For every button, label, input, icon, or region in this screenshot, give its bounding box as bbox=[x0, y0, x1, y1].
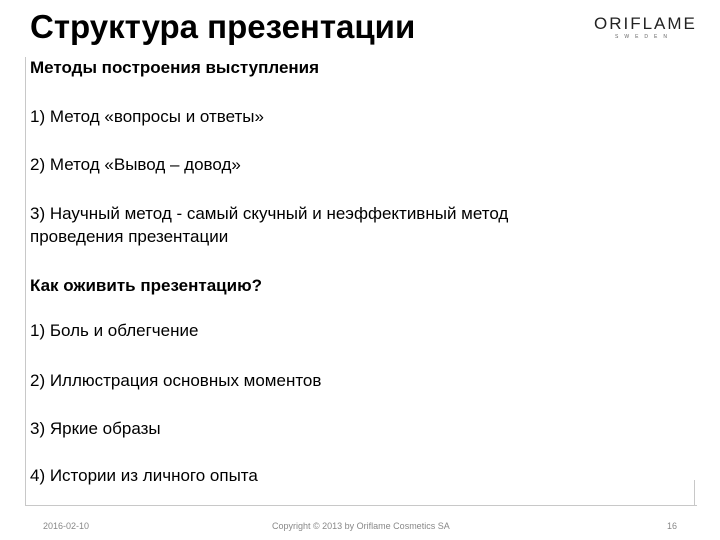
section-heading-methods: Методы построения выступления bbox=[30, 58, 320, 77]
method-item-1: 1) Метод «вопросы и ответы» bbox=[30, 107, 264, 126]
method-item-2: 2) Метод «Вывод – довод» bbox=[30, 155, 241, 174]
logo-subtitle: SWEDEN bbox=[615, 34, 673, 40]
revive-item-3: 3) Яркие образы bbox=[30, 419, 161, 438]
method-item-3: 3) Научный метод - самый скучный и неэффективный метод bbox=[30, 204, 509, 223]
footer-page-number: 16 bbox=[667, 521, 678, 531]
method-item-3-continued: проведения презентации bbox=[30, 227, 229, 246]
revive-item-1: 1) Боль и облегчение bbox=[30, 321, 199, 340]
footer-date: 2016-02-10 bbox=[43, 521, 90, 531]
oriflame-logo bbox=[594, 14, 697, 40]
revive-item-2: 2) Иллюстрация основных моментов bbox=[30, 371, 322, 390]
footer-copyright: Copyright © 2013 by Oriflame Cosmetics SA bbox=[272, 521, 450, 531]
left-border-line bbox=[25, 57, 26, 505]
bottom-border-line bbox=[25, 505, 697, 506]
right-border-cap bbox=[694, 480, 695, 505]
section-heading-revive: Как оживить презентацию? bbox=[30, 276, 262, 295]
slide-title: Структура презентации bbox=[30, 8, 416, 45]
revive-item-4: 4) Истории из личного опыта bbox=[30, 466, 258, 485]
logo-wordmark: ORIFLAME bbox=[594, 14, 697, 33]
